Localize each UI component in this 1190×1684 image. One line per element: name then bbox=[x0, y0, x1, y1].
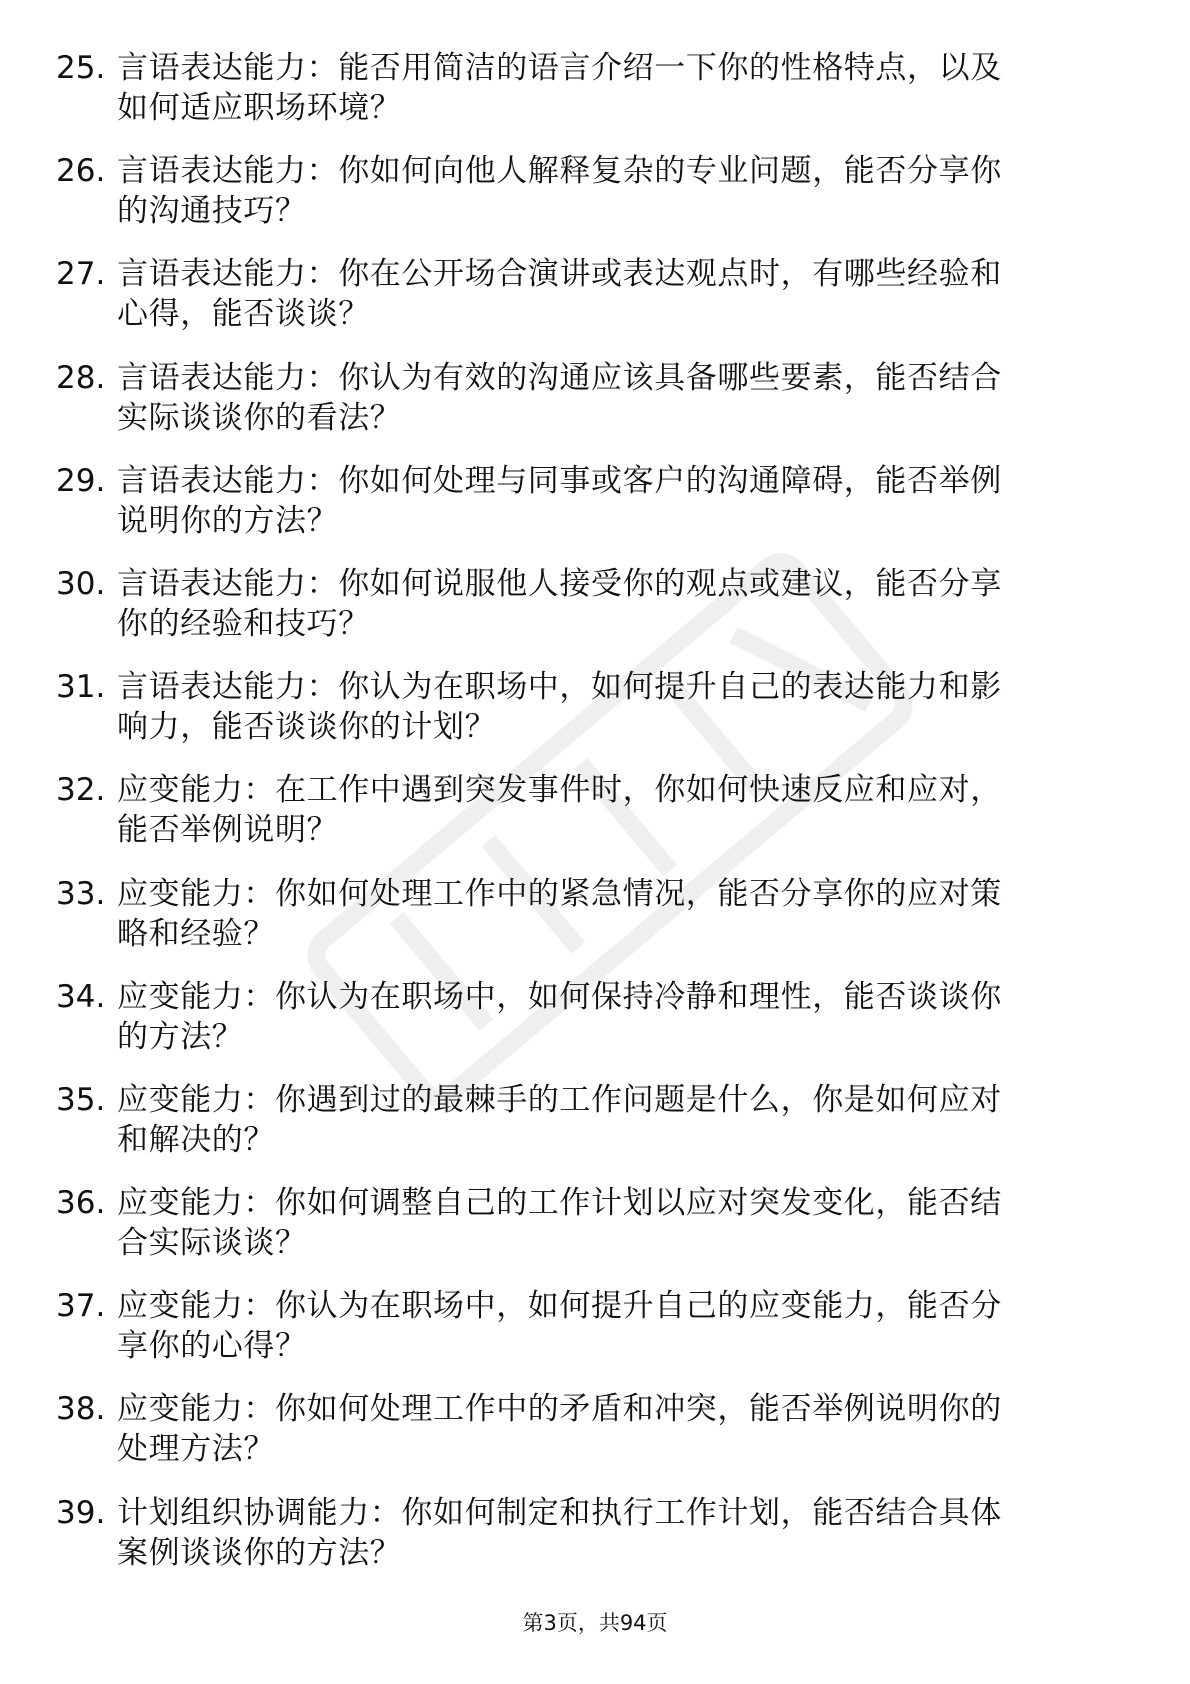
question-text: 言语表达能力：你认为在职场中，如何提升自己的表达能力和影响力，能否谈谈你的计划？ bbox=[117, 669, 1002, 746]
question-text: 言语表达能力：你如何说服他人接受你的观点或建议，能否分享你的经验和技巧？ bbox=[117, 565, 1002, 642]
question-number: 35. bbox=[56, 1081, 106, 1118]
question-text: 言语表达能力：能否用简洁的语言介绍一下你的性格特点，以及如何适应职场环境？ bbox=[117, 50, 1002, 126]
question-number: 33. bbox=[56, 875, 106, 912]
question-number: 28. bbox=[56, 359, 106, 396]
question-text: 应变能力：你认为在职场中，如何提升自己的应变能力，能否分享你的心得？ bbox=[117, 1288, 1002, 1365]
question-text: 言语表达能力：你在公开场合演讲或表达观点时，有哪些经验和心得，能否谈谈？ bbox=[117, 256, 1002, 333]
list-item bbox=[0, 461, 1190, 564]
question-number: 26. bbox=[56, 153, 106, 190]
question-text: 言语表达能力：你如何向他人解释复杂的专业问题，能否分享你的沟通技巧？ bbox=[117, 153, 1002, 230]
list-item bbox=[0, 977, 1190, 1080]
question-number: 34. bbox=[56, 978, 106, 1015]
list-item bbox=[0, 48, 1190, 151]
question-text: 应变能力：你如何处理工作中的紧急情况，能否分享你的应对策略和经验？ bbox=[117, 875, 1002, 952]
question-number: 37. bbox=[56, 1288, 106, 1325]
question-number: 38. bbox=[56, 1391, 106, 1428]
list-item bbox=[0, 1389, 1190, 1492]
question-number: 36. bbox=[56, 1185, 106, 1222]
list-item bbox=[0, 151, 1190, 254]
list-item bbox=[0, 1286, 1190, 1389]
list-item bbox=[0, 1493, 1190, 1596]
question-number: 31. bbox=[56, 669, 106, 706]
question-number: 25. bbox=[56, 50, 106, 86]
list-item bbox=[0, 1183, 1190, 1286]
question-text: 言语表达能力：你如何处理与同事或客户的沟通障碍，能否举例说明你的方法？ bbox=[117, 462, 1002, 539]
list-item bbox=[0, 254, 1190, 357]
question-text: 应变能力：在工作中遇到突发事件时，你如何快速反应和应对，能否举例说明？ bbox=[117, 772, 1002, 849]
list-item bbox=[0, 1080, 1190, 1183]
list-item bbox=[0, 770, 1190, 873]
question-text: 应变能力：你如何处理工作中的矛盾和冲突，能否举例说明你的处理方法？ bbox=[117, 1391, 1002, 1468]
question-text: 应变能力：你如何调整自己的工作计划以应对突发变化，能否结合实际谈谈？ bbox=[117, 1185, 1002, 1262]
question-number: 30. bbox=[56, 565, 106, 602]
list-item bbox=[0, 874, 1190, 977]
question-number: 32. bbox=[56, 772, 106, 809]
page-footer: 第3页，共94页 bbox=[522, 1611, 668, 1635]
list-item bbox=[0, 358, 1190, 461]
list-item bbox=[0, 564, 1190, 667]
question-number: 29. bbox=[56, 462, 106, 499]
question-text: 计划组织协调能力：你如何制定和执行工作计划，能否结合具体案例谈谈你的方法？ bbox=[117, 1494, 1002, 1571]
question-list bbox=[0, 48, 1190, 1596]
question-text: 言语表达能力：你认为有效的沟通应该具备哪些要素，能否结合实际谈谈你的看法？ bbox=[117, 359, 1002, 436]
question-number: 27. bbox=[56, 256, 106, 293]
question-number: 39. bbox=[56, 1494, 106, 1531]
question-text: 应变能力：你认为在职场中，如何保持冷静和理性，能否谈谈你的方法？ bbox=[117, 978, 1002, 1055]
question-text: 应变能力：你遇到过的最棘手的工作问题是什么，你是如何应对和解决的？ bbox=[117, 1081, 1002, 1158]
list-item bbox=[0, 667, 1190, 770]
